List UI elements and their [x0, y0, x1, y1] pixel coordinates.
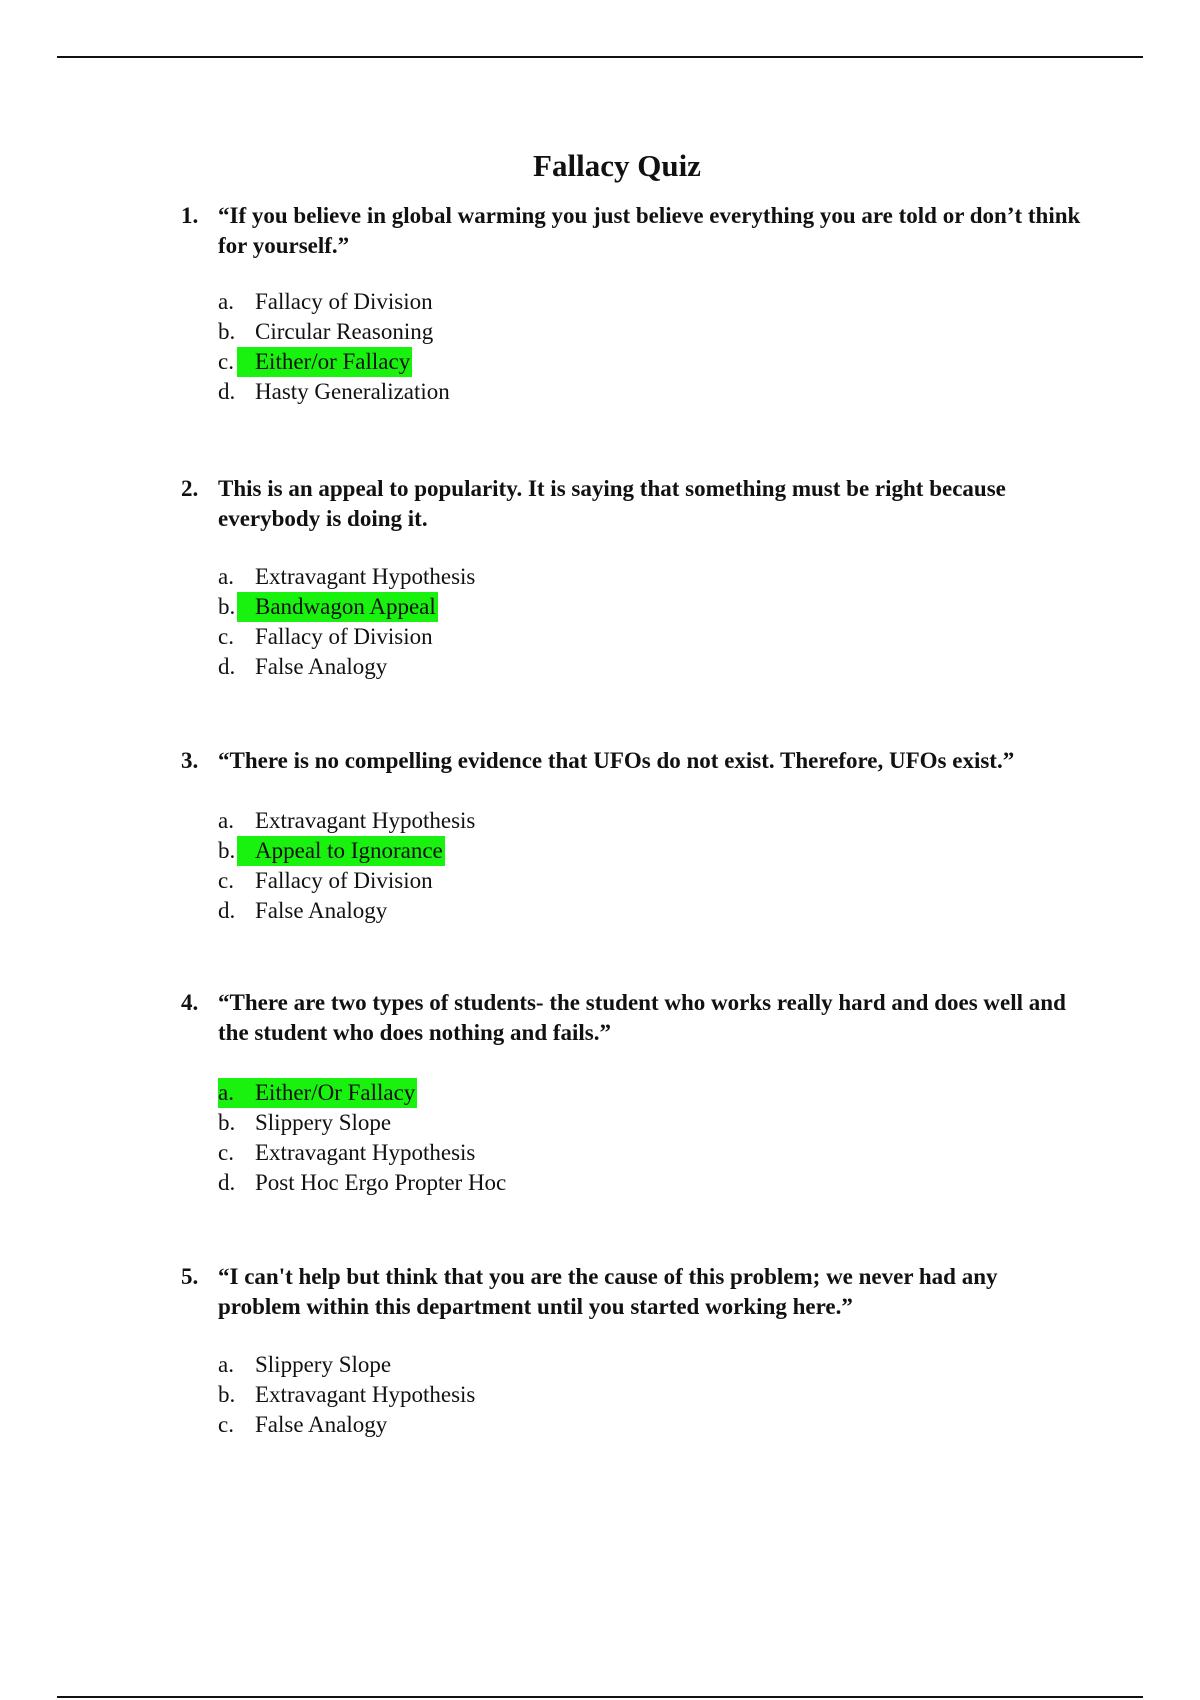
option-c-highlighted-answer[interactable] [218, 347, 1081, 377]
option-letter: c. [218, 868, 234, 893]
option-a-highlighted-answer[interactable] [218, 1078, 1081, 1108]
option-letter: c. [218, 1412, 234, 1437]
option-letter: c. [218, 1140, 234, 1165]
option-letter: b. [218, 1110, 236, 1135]
question-5 [181, 1262, 1081, 1440]
option-text: False Analogy [255, 1412, 388, 1437]
option-letter: c. [218, 624, 234, 649]
option-text: Appeal to Ignorance [237, 836, 445, 866]
option-letter: d. [218, 898, 236, 923]
option-text: Extravagant Hypothesis [255, 1140, 476, 1165]
option-b-highlighted-answer[interactable] [218, 592, 1081, 622]
option-c[interactable] [218, 866, 1081, 896]
question-4 [181, 988, 1081, 1198]
option-letter: d. [218, 379, 236, 404]
option-letter: c. [218, 349, 234, 374]
option-letter: d. [218, 654, 236, 679]
question-text: “There is no compelling evidence that UFOs do not exist. Therefore, UFOs exist.” [218, 748, 1015, 773]
option-b[interactable] [218, 1108, 1081, 1138]
option-list [218, 287, 1081, 407]
option-text: Either/Or Fallacy [255, 1078, 417, 1108]
question-number: 5. [181, 1264, 199, 1289]
question-stem [181, 746, 1081, 776]
option-a[interactable] [218, 806, 1081, 836]
question-text: “If you believe in global warming you just believe everything you are told or don’t think for yourself.” [218, 203, 1081, 258]
question-1 [181, 201, 1081, 407]
question-number: 3. [181, 748, 199, 773]
option-text: Bandwagon Appeal [237, 592, 438, 622]
option-text: Hasty Generalization [255, 379, 450, 404]
option-text: Slippery Slope [255, 1110, 392, 1135]
bottom-rule [57, 1696, 1143, 1698]
option-letter: a. [218, 564, 234, 589]
option-a[interactable] [218, 562, 1081, 592]
option-letter: b. [218, 594, 236, 619]
option-c[interactable] [218, 1410, 1081, 1440]
option-list [218, 1350, 1081, 1440]
option-text: Fallacy of Division [255, 868, 433, 893]
page-title: Fallacy Quiz [533, 148, 701, 183]
option-text: False Analogy [255, 898, 388, 923]
question-3 [181, 746, 1081, 926]
option-text: Either/or Fallacy [237, 347, 412, 377]
option-text: Fallacy of Division [255, 624, 433, 649]
option-letter: a. [218, 808, 234, 833]
option-letter: b. [218, 1382, 236, 1407]
option-b[interactable] [218, 1380, 1081, 1410]
option-list [218, 806, 1081, 926]
option-letter: b. [218, 838, 236, 863]
option-text: False Analogy [255, 654, 388, 679]
option-text: Circular Reasoning [255, 319, 434, 344]
option-text: Fallacy of Division [255, 289, 433, 314]
option-d[interactable] [218, 652, 1081, 682]
option-text: Extravagant Hypothesis [255, 564, 476, 589]
option-b-highlighted-answer[interactable] [218, 836, 1081, 866]
option-b[interactable] [218, 317, 1081, 347]
option-letter: a. [218, 1078, 255, 1108]
question-number: 1. [181, 203, 199, 228]
question-text: “I can't help but think that you are the cause of this problem; we never had any problem within this department until you started working here.” [218, 1264, 998, 1319]
option-d[interactable] [218, 377, 1081, 407]
option-list [218, 562, 1081, 682]
option-text: Slippery Slope [255, 1352, 392, 1377]
question-stem [181, 201, 1081, 261]
question-stem [181, 1262, 1081, 1322]
option-d[interactable] [218, 1168, 1081, 1198]
option-text: Extravagant Hypothesis [255, 1382, 476, 1407]
option-letter: a. [218, 1352, 234, 1377]
option-c[interactable] [218, 1138, 1081, 1168]
question-stem [181, 474, 1081, 534]
option-letter: a. [218, 289, 234, 314]
question-number: 2. [181, 476, 199, 501]
question-text: This is an appeal to popularity. It is saying that something must be right because everybody is doing it. [218, 476, 1006, 531]
option-letter: d. [218, 1170, 236, 1195]
question-number: 4. [181, 990, 199, 1015]
option-a[interactable] [218, 287, 1081, 317]
question-stem [181, 988, 1081, 1048]
option-text: Post Hoc Ergo Propter Hoc [255, 1170, 507, 1195]
option-a[interactable] [218, 1350, 1081, 1380]
top-rule [57, 56, 1143, 58]
option-text: Extravagant Hypothesis [255, 808, 476, 833]
option-letter: b. [218, 319, 236, 344]
option-list [218, 1078, 1081, 1198]
question-text: “There are two types of students- the student who works really hard and does well and the student who does nothing and fails.” [218, 990, 1066, 1045]
option-d[interactable] [218, 896, 1081, 926]
question-2 [181, 474, 1081, 682]
option-c[interactable] [218, 622, 1081, 652]
